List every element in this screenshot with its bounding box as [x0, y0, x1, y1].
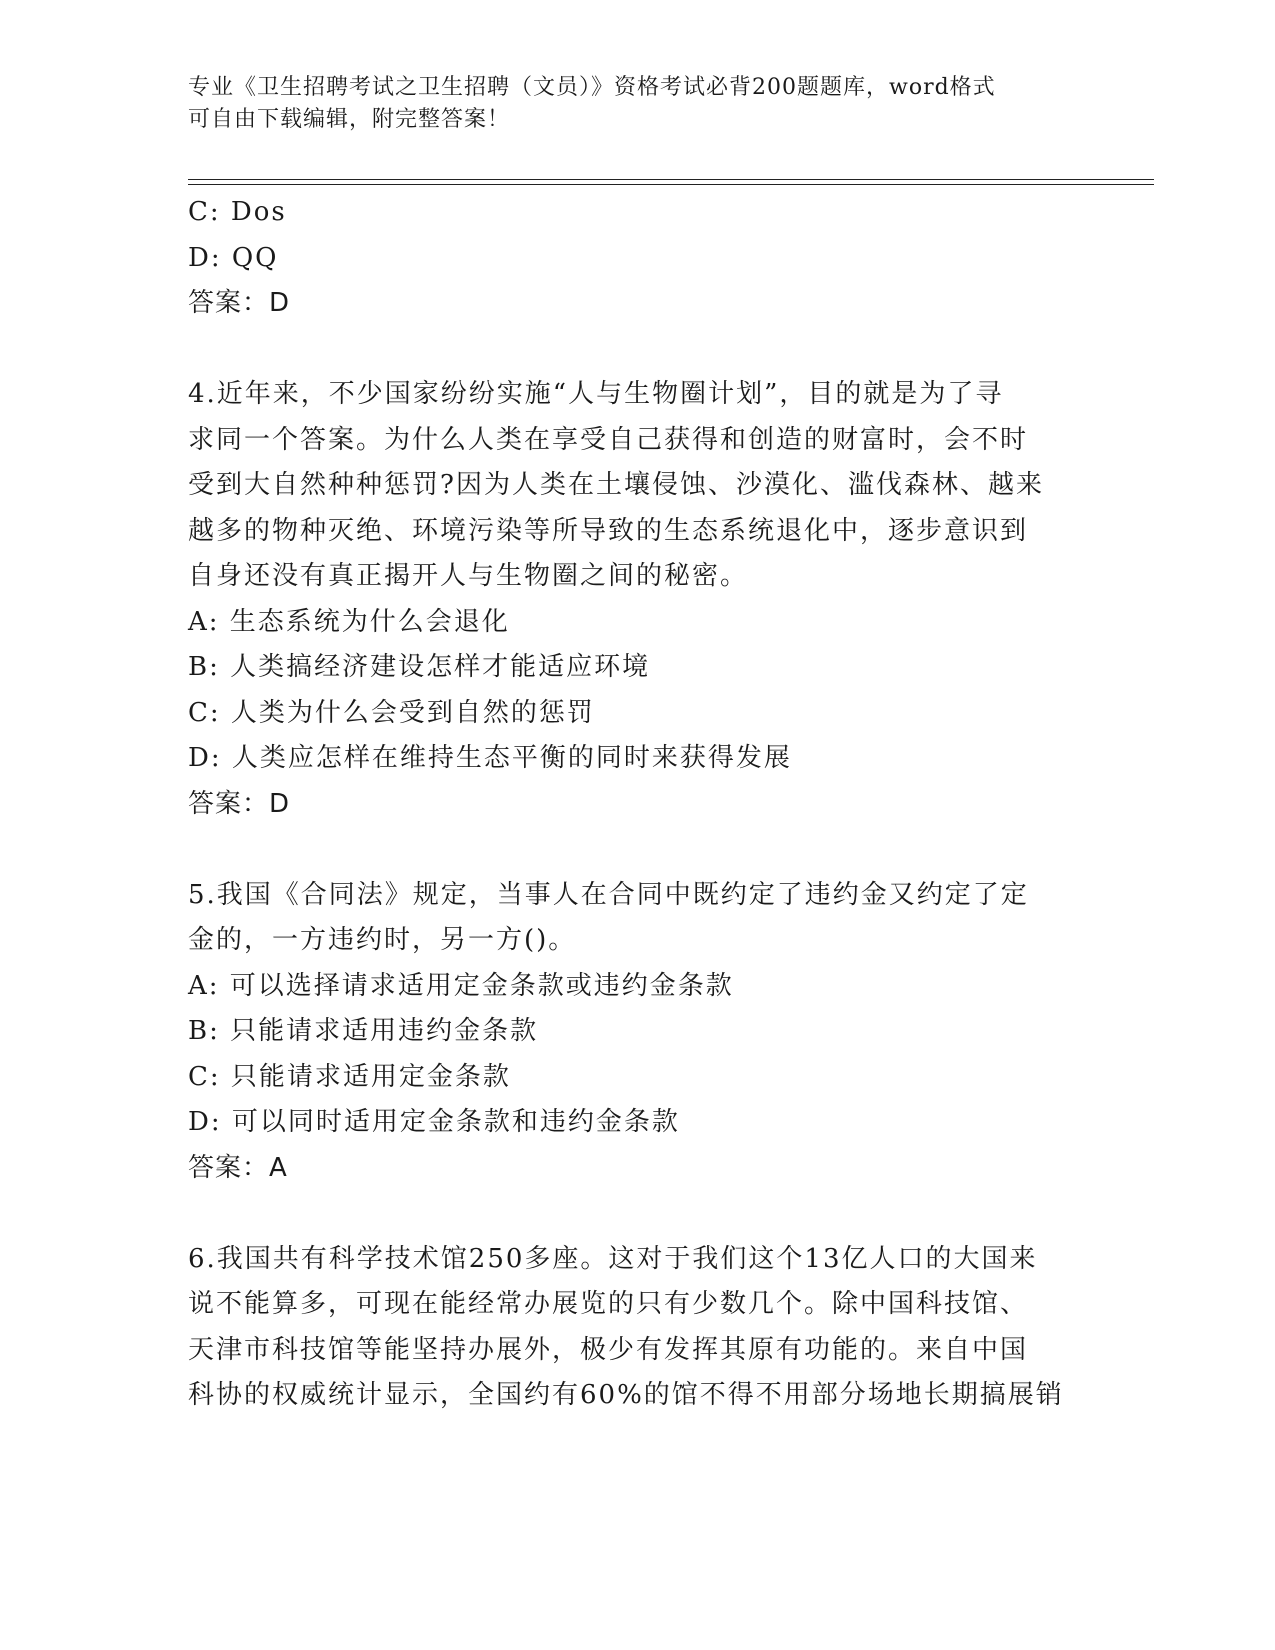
answer: 答案：A	[188, 1152, 288, 1183]
spacer	[188, 327, 1088, 373]
question-4	[188, 372, 1088, 827]
header-line: 专业《卫生招聘考试之卫生招聘（文员）》资格考试必背200题题库，word格式	[188, 75, 996, 100]
option-b: B: 人类搞经济建设怎样才能适应环境	[188, 652, 651, 682]
question-stem-line: 6.我国共有科学技术馆250多座。这对于我们这个13亿人口的大国来	[188, 1243, 1038, 1274]
option-c: C: Dos	[188, 197, 287, 227]
question-stem-line: 越多的物种灭绝、环境污染等所导致的生态系统退化中，逐步意识到	[188, 515, 1029, 546]
question-3-tail	[188, 190, 1088, 327]
question-stem-line: 科协的权威统计显示，全国约有60%的馆不得不用部分场地长期搞展销	[188, 1380, 1064, 1410]
question-stem-line: 天津市科技馆等能坚持办展外，极少有发挥其原有功能的。来自中国	[188, 1334, 1029, 1365]
question-stem-line: 5.我国《合同法》规定，当事人在合同中既约定了违约金又约定了定	[188, 879, 1029, 910]
option-d: D: 人类应怎样在维持生态平衡的同时来获得发展	[188, 743, 792, 773]
question-stem-line: 金的，一方违约时，另一方()。	[188, 925, 577, 955]
question-6	[188, 1237, 1088, 1419]
header-divider	[188, 179, 1154, 185]
option-a: A: 生态系统为什么会退化	[188, 606, 510, 637]
question-stem-line: 说不能算多，可现在能经常办展览的只有少数几个。除中国科技馆、	[188, 1289, 1029, 1319]
question-stem-line: 受到大自然种种惩罚?因为人类在土壤侵蚀、沙漠化、滥伐森林、越来	[188, 470, 1044, 500]
spacer	[188, 827, 1088, 873]
question-5	[188, 873, 1088, 1192]
option-c: C: 人类为什么会受到自然的惩罚	[188, 697, 595, 728]
option-c: C: 只能请求适用定金条款	[188, 1061, 511, 1092]
question-stem-line: 自身还没有真正揭开人与生物圈之间的秘密。	[188, 561, 749, 591]
answer: 答案：D	[188, 288, 291, 318]
document-header	[188, 72, 1078, 136]
question-stem-line: 4.近年来，不少国家纷纷实施“人与生物圈计划”，目的就是为了寻	[188, 379, 1004, 409]
document-body	[188, 190, 1088, 1419]
spacer	[188, 1191, 1088, 1237]
option-a: A: 可以选择请求适用定金条款或违约金条款	[188, 970, 734, 1001]
header-line: 可自由下载编辑，附完整答案！	[188, 107, 511, 132]
option-b: B: 只能请求适用违约金条款	[188, 1016, 539, 1046]
answer: 答案：D	[188, 788, 291, 819]
option-d: D: QQ	[188, 242, 279, 273]
option-d: D: 可以同时适用定金条款和违约金条款	[188, 1107, 680, 1137]
question-stem-line: 求同一个答案。为什么人类在享受自己获得和创造的财富时，会不时	[188, 424, 1029, 455]
